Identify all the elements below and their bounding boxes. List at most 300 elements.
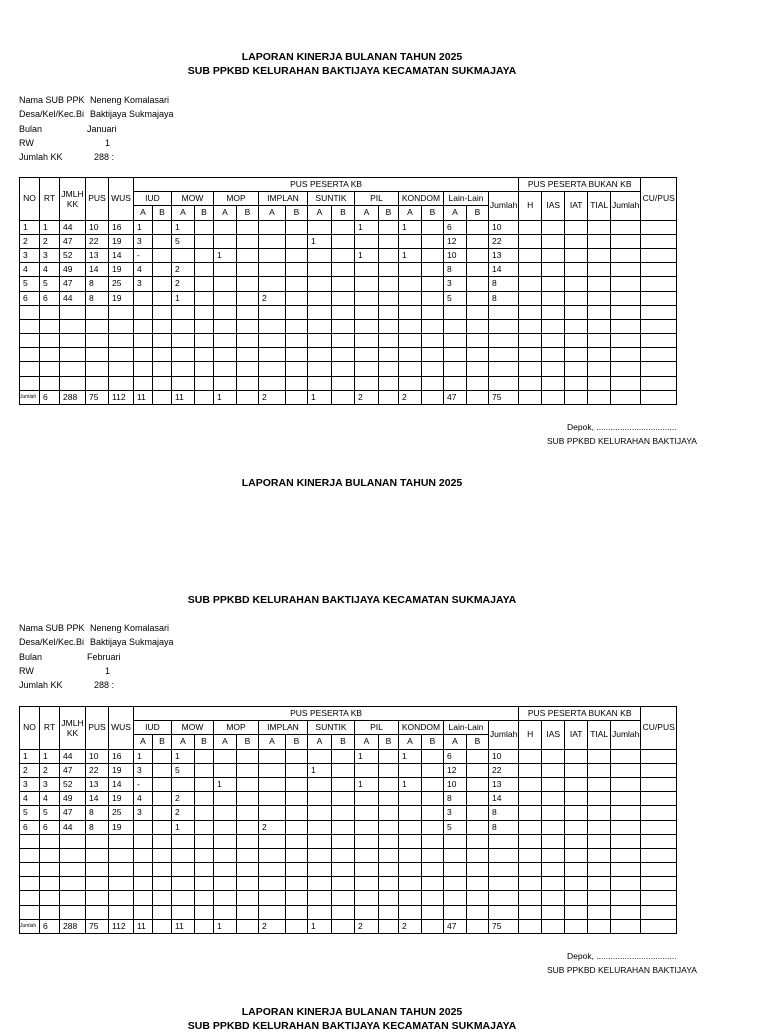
- label-rw: RW: [19, 137, 34, 148]
- table-cell: [286, 877, 308, 891]
- table-cell: [542, 777, 565, 791]
- table-cell: [467, 848, 489, 862]
- table-cell: [195, 220, 214, 234]
- header-b: B: [332, 735, 355, 749]
- table-cell: [332, 305, 355, 319]
- table-cell: [379, 806, 399, 820]
- total-cell: 47: [444, 390, 467, 404]
- table-cell: [444, 848, 467, 862]
- table-cell: 1: [399, 220, 422, 234]
- table-cell: [60, 834, 86, 848]
- info-block-februari: [19, 621, 174, 692]
- total-cell: 6: [40, 919, 60, 933]
- table-cell: [542, 334, 565, 348]
- table-cell: [195, 263, 214, 277]
- header-bukan-col: H: [519, 192, 542, 220]
- table-cell: 44: [60, 291, 86, 305]
- table-cell: [519, 319, 542, 333]
- table-cell: 1: [40, 749, 60, 763]
- table-cell: 5: [20, 277, 40, 291]
- table-cell: [259, 305, 286, 319]
- table-cell: [379, 305, 399, 319]
- table-cell: [153, 319, 172, 333]
- header-method: Lain-Lain: [444, 192, 489, 206]
- table-cell: [259, 863, 286, 877]
- table-cell: [259, 806, 286, 820]
- table-cell: [86, 863, 109, 877]
- table-cell: 19: [109, 291, 134, 305]
- table-cell: [588, 248, 611, 262]
- table-cell: [444, 362, 467, 376]
- total-cell: 47: [444, 919, 467, 933]
- table-cell: [172, 905, 195, 919]
- table-cell: [308, 792, 332, 806]
- table-cell: [308, 277, 332, 291]
- table-cell: [422, 263, 444, 277]
- table-cell: [153, 820, 172, 834]
- table-cell: [237, 248, 259, 262]
- table-cell: [399, 319, 422, 333]
- table-cell: [641, 820, 677, 834]
- table-cell: [542, 806, 565, 820]
- table-cell: [489, 905, 519, 919]
- table-cell: [40, 834, 60, 848]
- table-cell: [86, 376, 109, 390]
- report-table-januari: [19, 177, 677, 405]
- table-cell: [355, 291, 379, 305]
- report-title-2: LAPORAN KINERJA BULANAN TAHUN 2025: [241, 477, 463, 489]
- table-cell: [214, 376, 237, 390]
- table-cell: [259, 334, 286, 348]
- table-cell: [519, 891, 542, 905]
- table-cell: [467, 806, 489, 820]
- table-cell: [153, 848, 172, 862]
- table-cell: [237, 263, 259, 277]
- table-cell: 5: [40, 806, 60, 820]
- table-cell: [109, 376, 134, 390]
- table-cell: [611, 248, 641, 262]
- table-cell: [379, 319, 399, 333]
- table-cell: [565, 863, 588, 877]
- table-cell: 10: [489, 749, 519, 763]
- table-cell: 10: [444, 777, 467, 791]
- table-cell: [565, 277, 588, 291]
- table-cell: 47: [60, 806, 86, 820]
- table-cell: 5: [20, 806, 40, 820]
- table-cell: [588, 263, 611, 277]
- table-cell: [519, 263, 542, 277]
- header-b: B: [467, 735, 489, 749]
- table-cell: [641, 863, 677, 877]
- table-cell: [379, 848, 399, 862]
- table-cell: [565, 305, 588, 319]
- table-cell: [467, 277, 489, 291]
- header-method: IUD: [134, 192, 172, 206]
- table-cell: [214, 263, 237, 277]
- table-cell: [519, 792, 542, 806]
- table-cell: [565, 806, 588, 820]
- total-row: [20, 919, 677, 933]
- table-cell: [467, 820, 489, 834]
- header-pus-bukan-kb: PUS PESERTA BUKAN KB: [519, 707, 641, 721]
- table-cell: [641, 806, 677, 820]
- header-b: B: [332, 206, 355, 220]
- table-cell: [611, 263, 641, 277]
- total-cell: [286, 390, 308, 404]
- table-cell: [542, 820, 565, 834]
- table-cell: [86, 319, 109, 333]
- table-cell: [422, 792, 444, 806]
- table-cell: [588, 291, 611, 305]
- table-cell: [542, 792, 565, 806]
- table-cell: [40, 319, 60, 333]
- table-cell: [153, 863, 172, 877]
- header-a: A: [355, 206, 379, 220]
- label-desa: Desa/Kel/Kec.Bi: [19, 109, 85, 120]
- table-cell: [611, 277, 641, 291]
- table-cell: [422, 376, 444, 390]
- table-cell: [60, 848, 86, 862]
- table-cell: [172, 348, 195, 362]
- table-cell: 22: [489, 763, 519, 777]
- table-cell: 4: [20, 263, 40, 277]
- table-cell: [109, 877, 134, 891]
- table-cell: [379, 792, 399, 806]
- signature-place: Depok, ..................................: [567, 422, 677, 432]
- total-label: Jumlah: [20, 919, 40, 933]
- table-cell: [259, 763, 286, 777]
- table-cell: [444, 334, 467, 348]
- table-cell: [565, 234, 588, 248]
- value-bulan: Januari: [87, 123, 117, 134]
- table-cell: [519, 763, 542, 777]
- table-cell: [286, 863, 308, 877]
- table-cell: [60, 334, 86, 348]
- table-cell: 3: [134, 763, 153, 777]
- total-cell: [422, 390, 444, 404]
- table-cell: [611, 291, 641, 305]
- table-cell: 5: [444, 291, 467, 305]
- table-cell: [60, 905, 86, 919]
- table-row: [20, 763, 677, 777]
- table-cell: [641, 348, 677, 362]
- table-cell: 2: [20, 763, 40, 777]
- table-cell: [172, 362, 195, 376]
- table-cell: [153, 777, 172, 791]
- table-cell: [237, 763, 259, 777]
- table-cell: [641, 248, 677, 262]
- table-cell: [214, 891, 237, 905]
- table-cell: 4: [134, 263, 153, 277]
- table-row-empty: [20, 863, 677, 877]
- total-cell: [153, 919, 172, 933]
- table-cell: [308, 891, 332, 905]
- table-cell: [542, 891, 565, 905]
- table-cell: [422, 749, 444, 763]
- table-cell: [379, 777, 399, 791]
- table-cell: 1: [399, 777, 422, 791]
- table-cell: [60, 348, 86, 362]
- table-cell: [153, 749, 172, 763]
- total-cell: [467, 390, 489, 404]
- table-cell: [134, 362, 153, 376]
- total-cell: [195, 919, 214, 933]
- table-cell: 3: [134, 277, 153, 291]
- table-row: [20, 820, 677, 834]
- table-row-empty: [20, 834, 677, 848]
- table-cell: [467, 763, 489, 777]
- table-cell: [214, 220, 237, 234]
- table-row: [20, 277, 677, 291]
- table-cell: [332, 863, 355, 877]
- header-a: A: [444, 206, 467, 220]
- table-cell: 25: [109, 277, 134, 291]
- table-cell: [355, 234, 379, 248]
- table-cell: [355, 305, 379, 319]
- table-row: [20, 291, 677, 305]
- label-jumlah-kk: Jumlah KK: [19, 680, 63, 691]
- table-cell: [286, 763, 308, 777]
- table-row-empty: [20, 362, 677, 376]
- table-cell: [641, 749, 677, 763]
- header-pus: PUS: [86, 707, 109, 750]
- table-cell: [422, 220, 444, 234]
- table-cell: [214, 848, 237, 862]
- table-cell: [237, 806, 259, 820]
- table-cell: [308, 263, 332, 277]
- total-cell: 2: [259, 919, 286, 933]
- table-cell: [565, 334, 588, 348]
- total-cell: [153, 390, 172, 404]
- table-cell: [214, 905, 237, 919]
- table-cell: [422, 820, 444, 834]
- table-cell: [259, 777, 286, 791]
- table-cell: [214, 749, 237, 763]
- table-cell: 3: [20, 248, 40, 262]
- table-cell: [195, 749, 214, 763]
- table-cell: 8: [489, 277, 519, 291]
- table-cell: [237, 820, 259, 834]
- table-cell: [565, 763, 588, 777]
- table-cell: [422, 362, 444, 376]
- table-cell: 8: [489, 291, 519, 305]
- header-method: IMPLAN: [259, 721, 308, 735]
- table-cell: [214, 362, 237, 376]
- table-cell: [109, 334, 134, 348]
- table-cell: 8: [86, 820, 109, 834]
- table-cell: [565, 319, 588, 333]
- table-cell: [422, 291, 444, 305]
- table-cell: 3: [134, 234, 153, 248]
- table-cell: [519, 834, 542, 848]
- table-cell: 3: [444, 806, 467, 820]
- table-cell: [489, 848, 519, 862]
- header-method: MOP: [214, 721, 259, 735]
- table-cell: [86, 334, 109, 348]
- total-cell: [332, 390, 355, 404]
- table-cell: [399, 305, 422, 319]
- table-cell: [379, 877, 399, 891]
- table-cell: [519, 820, 542, 834]
- table-cell: [153, 305, 172, 319]
- table-cell: [565, 291, 588, 305]
- table-cell: [611, 220, 641, 234]
- table-cell: [195, 319, 214, 333]
- table-cell: [214, 820, 237, 834]
- table-cell: [379, 820, 399, 834]
- table-cell: [308, 376, 332, 390]
- total-cell: 11: [134, 919, 153, 933]
- table-cell: [86, 848, 109, 862]
- table-cell: [565, 263, 588, 277]
- table-cell: [332, 220, 355, 234]
- table-cell: [40, 863, 60, 877]
- table-cell: [259, 248, 286, 262]
- table-cell: [641, 291, 677, 305]
- table-cell: [444, 376, 467, 390]
- header-jumlah: Jumlah: [489, 192, 519, 220]
- header-b: B: [237, 206, 259, 220]
- table-cell: [214, 334, 237, 348]
- total-cell: 11: [172, 390, 195, 404]
- table-cell: 1: [20, 220, 40, 234]
- table-cell: [519, 348, 542, 362]
- header-a: A: [214, 206, 237, 220]
- table-cell: [641, 305, 677, 319]
- table-cell: [134, 348, 153, 362]
- table-cell: [467, 749, 489, 763]
- total-cell: [286, 919, 308, 933]
- total-cell: 2: [399, 390, 422, 404]
- table-cell: [588, 749, 611, 763]
- table-cell: [519, 919, 542, 933]
- table-cell: [332, 792, 355, 806]
- table-cell: [355, 362, 379, 376]
- table-cell: [489, 863, 519, 877]
- table-cell: [286, 834, 308, 848]
- table-cell: [611, 792, 641, 806]
- table-cell: [153, 891, 172, 905]
- table-cell: 49: [60, 792, 86, 806]
- table-cell: [542, 348, 565, 362]
- header-b: B: [286, 735, 308, 749]
- table-cell: [611, 806, 641, 820]
- table-cell: [422, 334, 444, 348]
- table-cell: [259, 376, 286, 390]
- table-cell: 22: [489, 234, 519, 248]
- label-rw: RW: [19, 665, 34, 676]
- signature-org: SUB PPKBD KELURAHAN BAKTIJAYA: [547, 965, 697, 975]
- table-cell: 1: [172, 749, 195, 763]
- table-cell: [355, 263, 379, 277]
- table-row-empty: [20, 891, 677, 905]
- header-b: B: [379, 206, 399, 220]
- table-cell: [611, 305, 641, 319]
- total-cell: 2: [259, 390, 286, 404]
- table-cell: [565, 362, 588, 376]
- table-cell: [611, 319, 641, 333]
- table-cell: [195, 905, 214, 919]
- table-cell: [641, 877, 677, 891]
- table-cell: [611, 376, 641, 390]
- table-cell: [308, 220, 332, 234]
- table-cell: [467, 834, 489, 848]
- report-subtitle-1: SUB PPKBD KELURAHAN BAKTIJAYA KECAMATAN SUKMAJAYA: [187, 65, 517, 77]
- table-cell: 16: [109, 220, 134, 234]
- table-cell: [259, 234, 286, 248]
- table-cell: 14: [109, 248, 134, 262]
- table-cell: [399, 234, 422, 248]
- table-cell: 52: [60, 248, 86, 262]
- header-a: A: [172, 735, 195, 749]
- table-cell: [214, 291, 237, 305]
- table-cell: [399, 277, 422, 291]
- table-cell: [153, 792, 172, 806]
- table-cell: [134, 863, 153, 877]
- table-cell: 8: [489, 806, 519, 820]
- table-cell: [641, 919, 677, 933]
- header-a: A: [259, 206, 286, 220]
- table-cell: [332, 806, 355, 820]
- table-cell: [214, 863, 237, 877]
- table-cell: 52: [60, 777, 86, 791]
- table-cell: 13: [86, 248, 109, 262]
- table-cell: [195, 792, 214, 806]
- table-cell: [641, 319, 677, 333]
- total-cell: [237, 390, 259, 404]
- table-cell: [519, 863, 542, 877]
- table-cell: 44: [60, 749, 86, 763]
- table-cell: [519, 777, 542, 791]
- table-cell: [611, 834, 641, 848]
- table-cell: [542, 763, 565, 777]
- table-cell: [565, 919, 588, 933]
- table-row: [20, 248, 677, 262]
- table-cell: 2: [20, 234, 40, 248]
- table-cell: [422, 777, 444, 791]
- table-cell: [237, 277, 259, 291]
- value-nama: Neneng Komalasari: [90, 95, 170, 105]
- table-cell: [237, 905, 259, 919]
- table-cell: [611, 891, 641, 905]
- table-cell: 8: [444, 792, 467, 806]
- table-cell: [565, 777, 588, 791]
- total-cell: 75: [489, 390, 519, 404]
- table-cell: [332, 248, 355, 262]
- table-cell: [286, 263, 308, 277]
- table-cell: [172, 863, 195, 877]
- table-cell: [259, 749, 286, 763]
- total-cell: [332, 919, 355, 933]
- table-cell: [286, 362, 308, 376]
- total-cell: 2: [399, 919, 422, 933]
- table-cell: [588, 863, 611, 877]
- table-cell: [379, 834, 399, 848]
- table-cell: [489, 362, 519, 376]
- table-cell: [422, 277, 444, 291]
- table-cell: [259, 220, 286, 234]
- header-pus-peserta-kb: PUS PESERTA KB: [134, 707, 519, 721]
- table-cell: [308, 848, 332, 862]
- table-cell: [444, 305, 467, 319]
- table-cell: [641, 362, 677, 376]
- table-cell: [286, 777, 308, 791]
- header-bukan-col: Jumlah: [611, 721, 641, 749]
- table-cell: [588, 277, 611, 291]
- table-cell: 2: [172, 263, 195, 277]
- table-cell: [399, 362, 422, 376]
- table-cell: [308, 820, 332, 834]
